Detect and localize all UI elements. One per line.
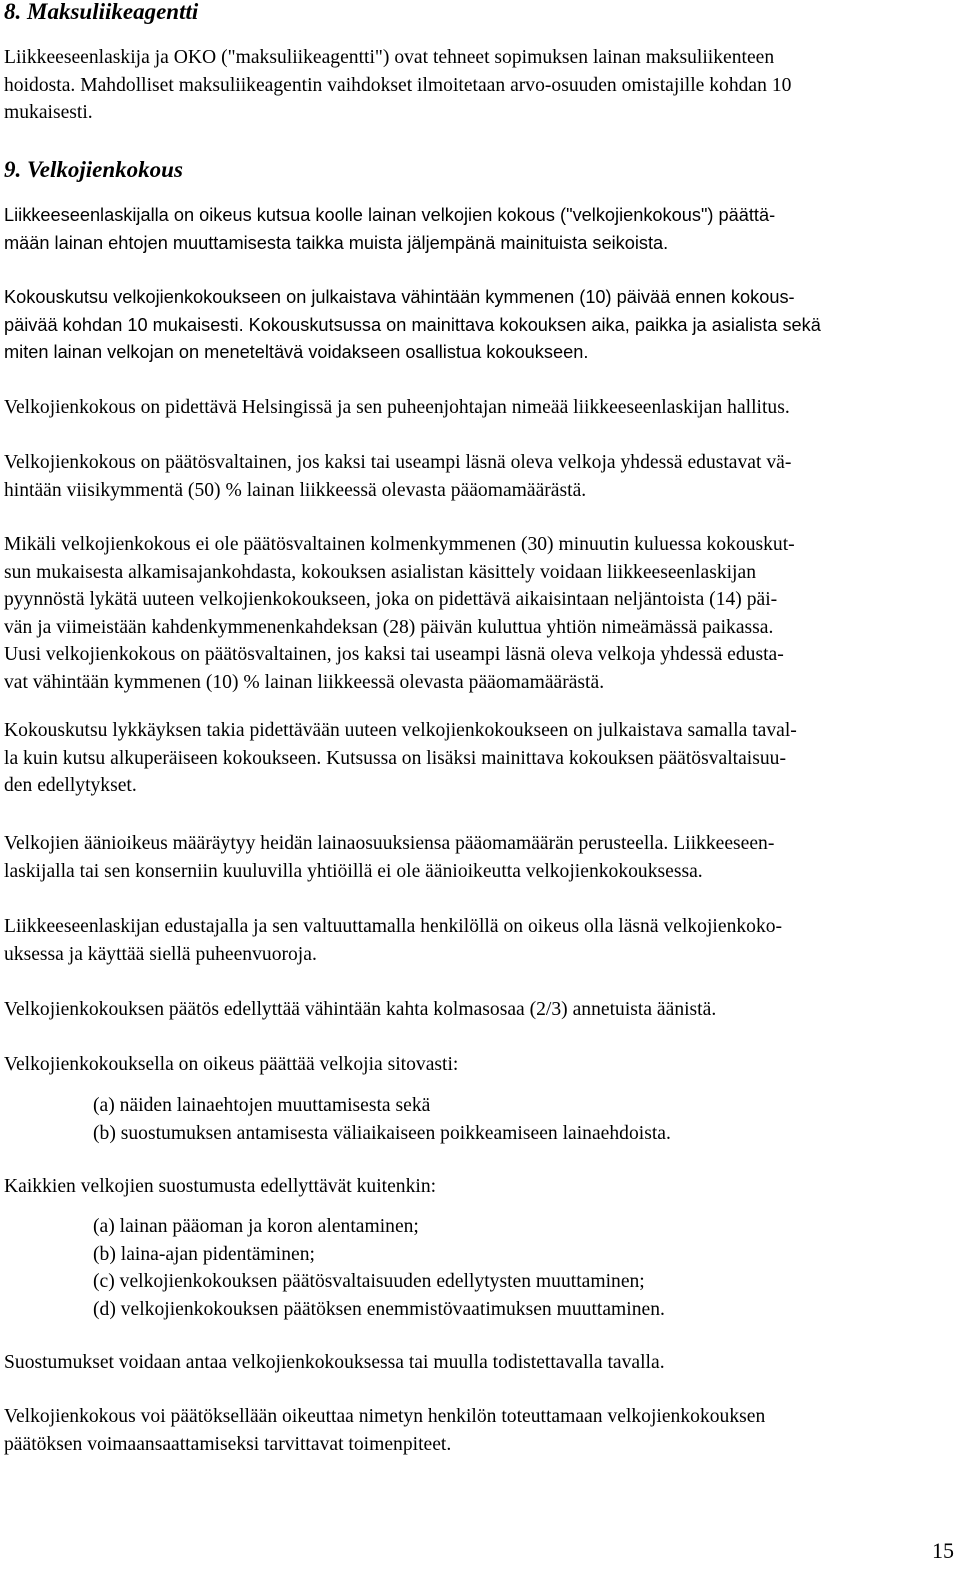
list-item: (b) laina-ajan pidentäminen; [93, 1243, 315, 1265]
section-9-paragraph-10: Velkojienkokouksella on oikeus päättää velkojia sitovasti: [4, 1054, 459, 1075]
section-9-paragraph-5: Mikäli velkojienkokous ei ole päätösvaltainen kolmenkymmenen (30) minuutin kuluessa kokouskut- sun mukaisesta alkamisajankohdasta, kokouksen asialistan käsittely voidaan liikkeeseenlaskijan pyynnöstä lykätä uuteen velkojienkokoukseen, joka on pidettävä aikaisintaan neljäntoista (14) päi- vän ja viimeistään kahdenkymmenenkahdeksan (28) päivän kuluttua yhtiön nimeämässä paikassa. Uusi velkojienkokous on päätösvaltainen, jos kaksi tai useampi läsnä oleva velkoja yhdessä edusta- vat vähintään kymmenen (10) % lainan liikkeessä olevasta pääomamäärästä. [4, 534, 795, 693]
section-9-paragraph-2: Kokouskutsu velkojienkokoukseen on julkaistava vähintään kymmenen (10) päivää ennen kokous- päivää kohdan 10 mukaisesti. Kokouskutsussa on mainittava kokouksen aika, paikka ja asialista sekä miten lainan velkojan on meneteltävä voidakseen osallistua kokoukseen. [4, 287, 821, 363]
page-number: 15 [932, 1538, 954, 1563]
section-8-heading: 8. Maksuliikeagentti [4, 0, 199, 24]
closing-paragraph-1: Suostumukset voidaan antaa velkojienkokouksessa tai muulla todistettavalla tavalla. [4, 1352, 665, 1373]
list-item: (c) velkojienkokouksen päätösvaltaisuuden edellytysten muuttaminen; [93, 1271, 645, 1293]
section-9-paragraph-1: Liikkeeseenlaskijalla on oikeus kutsua koolle lainan velkojien kokous ("velkojienkokous") päättä- mään lainan ehtojen muuttamisesta taikka muista jäljempänä mainituista seikoista. [4, 205, 776, 253]
list-item: (d) velkojienkokouksen päätöksen enemmistövaatimuksen muuttaminen. [93, 1298, 665, 1320]
closing-paragraph-2: Velkojienkokous voi päätöksellään oikeuttaa nimetyn henkilön toteuttamaan velkojienkokouksen päätöksen voimaansaattamiseksi tarvittavat toimenpiteet. [4, 1406, 766, 1455]
list-item: (b) suostumuksen antamisesta väliaikaiseen poikkeamiseen lainaehdoista. [93, 1122, 671, 1144]
list-item: (a) näiden lainaehtojen muuttamisesta sekä [93, 1095, 431, 1116]
section-9-paragraph-3: Velkojienkokous on pidettävä Helsingissä ja sen puheenjohtajan nimeää liikkeeseenlaskijan hallitus. [4, 397, 790, 418]
powers-list [4, 1092, 671, 1147]
section-8-paragraph: Liikkeeseenlaskija ja OKO ("maksuliikeagentti") ovat tehneet sopimuksen lainan maksuliikenteen hoidosta. Mahdolliset maksuliikeagentin vaihdokset ilmoitetaan arvo-osuuden omistajille kohdan 10 mukaisesti. [4, 47, 792, 124]
section-9-heading: 9. Velkojienkokous [4, 157, 183, 182]
section-9-paragraph-9: Velkojienkokouksen päätös edellyttää vähintään kahta kolmasosaa (2/3) annetuista äänistä. [4, 999, 717, 1020]
section-9-paragraph-4: Velkojienkokous on päätösvaltainen, jos kaksi tai useampi läsnä oleva velkoja yhdessä edustavat vä- hintään viisikymmentä (50) % lainan liikkeessä olevasta pääomamäärästä. [4, 452, 792, 501]
section-9-paragraph-7: Velkojien äänioikeus määräytyy heidän lainaosuuksiensa pääomamäärän perusteella. Liikkeeseen- laskijalla tai sen konserniin kuuluvilla yhtiöillä ei ole äänioikeutta velkojienkokouksessa. [4, 833, 775, 882]
section-9-paragraph-6: Kokouskutsu lykkäyksen takia pidettävään uuteen velkojienkokoukseen on julkaistava samalla taval- la kuin kutsu alkuperäiseen kokoukseen. Kutsussa on lisäksi mainittava kokouksen päätösvaltaisuu- den edellytykset. [4, 720, 797, 797]
consent-paragraph: Kaikkien velkojien suostumusta edellyttävät kuitenkin: [4, 1176, 437, 1197]
section-9-paragraph-8: Liikkeeseenlaskijan edustajalla ja sen valtuuttamalla henkilöllä on oikeus olla läsnä velkojienkoko- uksessa ja käyttää siellä puheenvuoroja. [4, 916, 783, 965]
consent-list [4, 1213, 665, 1323]
list-item: (a) lainan pääoman ja koron alentaminen; [93, 1216, 419, 1237]
